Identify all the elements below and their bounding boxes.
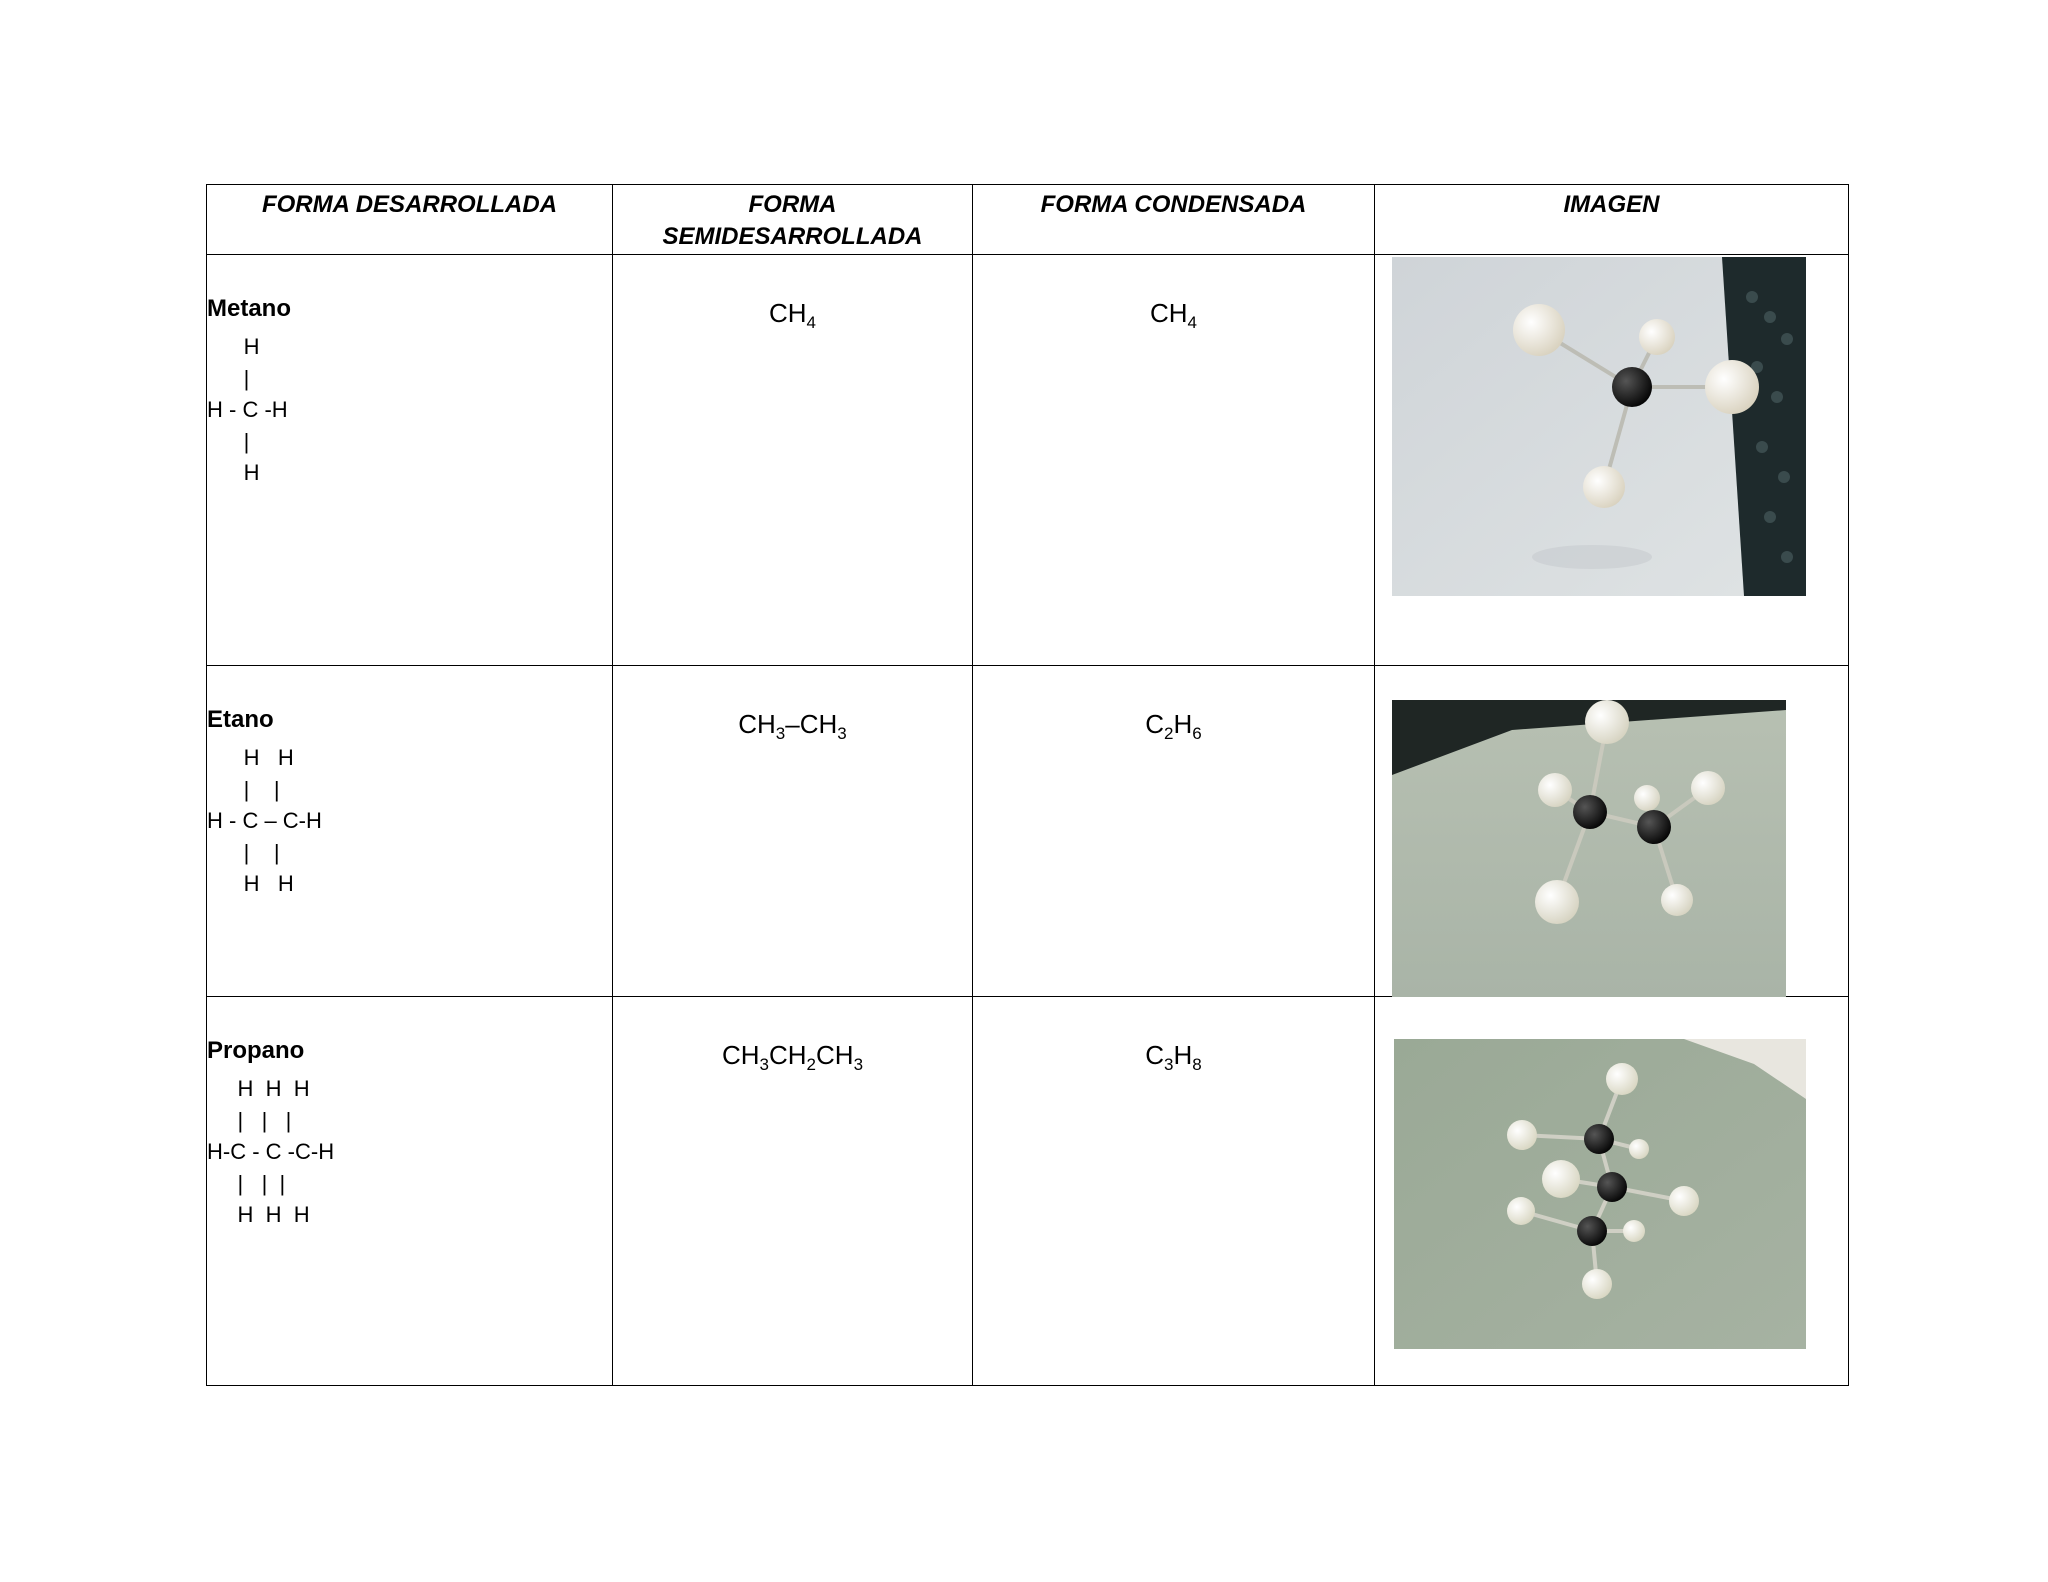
compound-name: Metano xyxy=(207,295,291,322)
table-row xyxy=(207,666,1849,997)
header-imagen: IMAGEN xyxy=(1375,185,1849,255)
header-forma-desarrollada: FORMA DESARROLLADA xyxy=(207,185,613,255)
desarrollada-cell xyxy=(207,255,613,666)
header-forma-semidesarrollada xyxy=(613,185,973,255)
header-semi-line2: SEMIDESARROLLADA xyxy=(662,223,923,250)
alkane-table xyxy=(206,184,1849,1386)
compound-name: Propano xyxy=(207,1037,305,1064)
desarrollada-cell xyxy=(207,997,613,1386)
table-row xyxy=(207,997,1849,1386)
condensed-formula: $C_3H_8$ xyxy=(1145,1040,1202,1075)
structural-formula: H H H | | | H-C - C -C-H | | | H H H xyxy=(207,1076,335,1227)
desarrollada-cell xyxy=(207,666,613,997)
semidesarrollada-cell xyxy=(613,997,973,1386)
imagen-cell xyxy=(1375,997,1849,1386)
semi-formula: $CH_3CH_2CH_3$ xyxy=(721,1040,864,1075)
ethane-model-photo xyxy=(1392,700,1786,997)
condensed-formula: $C_2H_6$ xyxy=(1145,709,1202,744)
propane-model-photo xyxy=(1394,1039,1806,1349)
semidesarrollada-cell xyxy=(613,255,973,666)
header-row xyxy=(207,185,1849,255)
semidesarrollada-cell xyxy=(613,666,973,997)
table-row xyxy=(207,255,1849,666)
semi-formula: $CH_3-CH_3$ xyxy=(738,709,847,744)
imagen-cell xyxy=(1375,666,1849,997)
header-forma-condensada: FORMA CONDENSADA xyxy=(973,185,1375,255)
document-page xyxy=(206,184,1848,1385)
header-semi-line1: FORMA xyxy=(748,191,837,218)
structural-formula: H H | | H - C – C-H | | H H xyxy=(207,745,322,896)
imagen-cell xyxy=(1375,255,1849,666)
methane-model-photo xyxy=(1392,257,1806,596)
condensada-cell xyxy=(973,255,1375,666)
structural-formula: H | H - C -H | H xyxy=(207,334,288,485)
condensada-cell xyxy=(973,997,1375,1386)
condensed-formula: $CH_4$ xyxy=(1149,298,1198,333)
semi-formula: $CH_4$ xyxy=(768,298,817,333)
compound-name: Etano xyxy=(207,706,274,733)
condensada-cell xyxy=(973,666,1375,997)
